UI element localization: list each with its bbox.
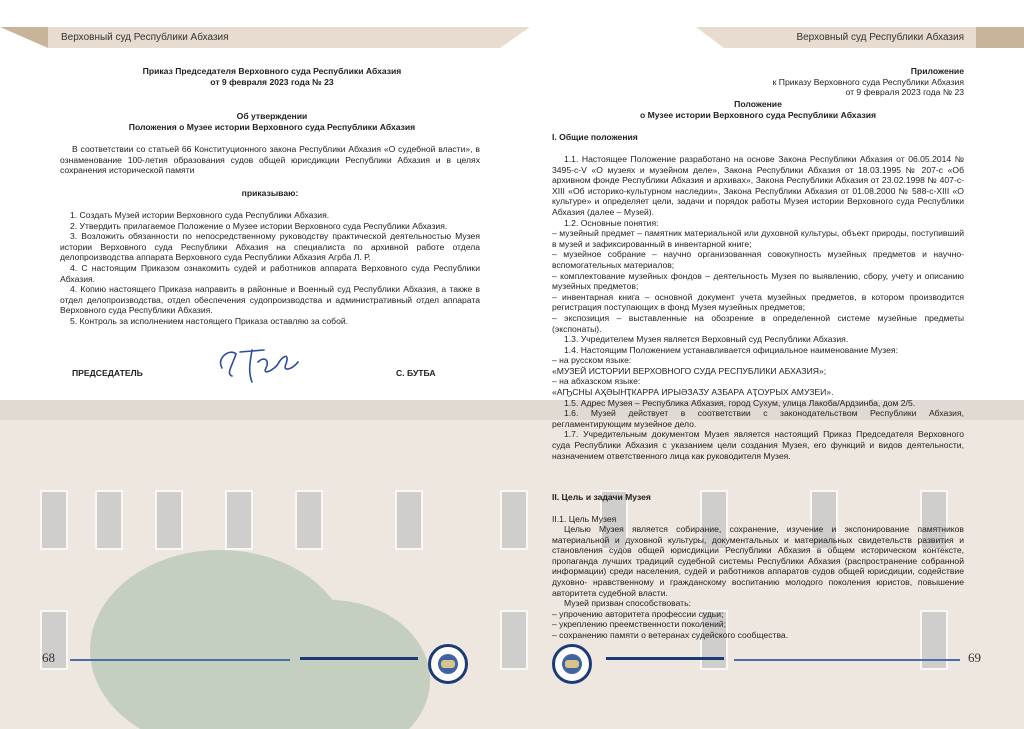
appendix-block [552, 66, 964, 98]
paragraph: 1.7. Учредительным документом Музея является настоящий Приказ Председателя Верховного суда Республики Абхазия с указанием цели создания Музея, его функций и видов деятельности, назначением ответственного лица как руководителя Музея. [552, 429, 964, 461]
header-ribbon: Верховный суд Республики Абхазия [48, 27, 500, 48]
order-item: 4. Копию настоящего Приказа направить в районные и Военный суд Республики Абхазия, а также в отдел делопроизводства, отдел обеспечения судопроизводства и административный отдел аппарата Верховного суда Республики Абхазия. [60, 284, 480, 316]
order-subject [60, 111, 484, 132]
order-item: 3. Возложить обязанности по непосредственному руководству практической деятельностью Музея истории Верховного суда Республики Абхазия на специалиста по архивной работе отдела делопроизводства аппарата Верховного суда Республики Абхазия Агрба Л. Р. [60, 231, 480, 263]
order-item: 4. С настоящим Приказом ознакомить судей и работников аппарата Верховного суда Республики Абхазия. [60, 262, 480, 284]
paragraph: 1.2. Основные понятия: [564, 217, 659, 228]
paragraph: – музейный предмет – памятник материальной или духовной культуры, объект природы, поступивший в музей и зафиксированный в инвентарной книге; [552, 228, 964, 249]
paragraph: – сохранению памяти о ветеранах судейского сообщества. [552, 629, 789, 640]
paragraph: – инвентарная книга – основной документ учета музейных предметов, в котором производится регистрация поступающих в фонд Музея музейных предметов; [552, 291, 964, 313]
paragraph: «МУЗЕЙ ИСТОРИИ ВЕРХОВНОГО СУДА РЕСПУБЛИКИ АБХАЗИЯ»; [552, 365, 827, 376]
section-heading: II. Цель и задачи Музея [552, 492, 651, 502]
paragraph: 1.5. Адрес Музея – Республика Абхазия, город Сухум, улица Лакоба/Ардзинба, дом 2/5. [564, 397, 916, 408]
footer-line [734, 659, 960, 661]
section-2-body [552, 524, 964, 641]
subsection-heading: II.1. Цель Музея [552, 514, 617, 524]
paragraph: Целью Музея является собирание, сохранение, изучение и экспонирование памятников материальной и духовной культуры, документальных и материальных свидетельств развития и становления судов общей юрисдикции Республики Абхазия в общем историческом контексте, пропаганда лучших традиций судебной системы Республики Абхазия (распространение собранной информации) среди населения, судей и работников аппаратов судов общей юрисдиции, содействие духовно- нравственному и гражданскому воспитанию молодого поколения юристов, повышение авторитета судебной власти. [552, 524, 964, 598]
document-title-line-2: о Музее истории Верховного суда Республики Абхазия [639, 109, 877, 120]
page-number: 68 [42, 650, 55, 665]
paragraph: 1.3. Учредителем Музея является Верховный суд Республики Абхазия. [564, 334, 849, 345]
paragraph: – на русском языке: [552, 355, 632, 366]
paragraph: 1.6. Музей действует в соответствии с законодательством Республики Абхазия, регламентирующим музейное дело. [552, 408, 964, 429]
order-items [60, 210, 480, 327]
paragraph: Музей призван способствовать: [564, 598, 691, 609]
preamble: В соответствии со статьей 66 Конституционного закона Республики Абхазия «О судебной власти», в ознаменование 100-летия образования судов общей юрисдикции Республики Абхазия и в целях сохранения исторической памяти [60, 144, 480, 176]
chairman-label: ПРЕДСЕДАТЕЛЬ [72, 368, 143, 378]
footer-line [70, 659, 290, 661]
paragraph: 1.1. Настоящее Положение разработано на основе Закона Республики Абхазия от 06.05.2014 № 3495-с-V «О музеях и музейном деле», Закона Республики Абхазия от 18.03.1995 № 207-с «Об архивном фонде Республики Абхазия и архивах», Закона Республики Абхазия от 23.02.1998 № 407-с-XIII «Об историко-культурном наследии», Закона Республики Абхазия от 01.08.2000 № 588-с-XIII «О культуре» и определяет цели, задачи и порядок работы Музея истории Верховного суда Республики Абхазия (далее – Музей). [552, 154, 964, 217]
chairman-name: С. БУТБА [396, 368, 436, 378]
signature-icon [212, 338, 302, 388]
section-1-body [552, 154, 964, 461]
appendix-line-2: к Приказу Верховного суда Республики Абхазия [772, 76, 964, 87]
document-title [552, 99, 964, 120]
order-title-line-1: Приказ Председателя Верховного суда Республики Абхазия [142, 66, 402, 76]
subject-line-1: Об утверждении [236, 111, 308, 121]
paragraph: – укреплению преемственности поколений; [552, 619, 727, 630]
footer-line-accent [300, 657, 418, 660]
paragraph: 1.4. Настоящим Положением устанавливается официальное наименование Музея: [564, 344, 898, 355]
order-item: 1. Создать Музей истории Верховного суда Республики Абхазия. [70, 210, 330, 220]
footer-line-accent [606, 657, 724, 660]
paragraph: – комплектование музейных фондов – деятельность Музея по выявлению, сбору, учету и описанию музейных предметов; [552, 270, 964, 292]
paragraph: «АҦСНЫ АҲӘЫНҬКАРРА ИРЫӘЗАӠУ АЗБАРА АҬОУРЫХ АМУЗЕИ». [552, 387, 834, 398]
section-heading: I. Общие положения [552, 132, 638, 142]
order-title [60, 66, 484, 87]
court-emblem-icon [552, 644, 592, 684]
document-title-line-1: Положение [734, 99, 782, 109]
court-emblem-icon [428, 644, 468, 684]
right-page [512, 0, 1024, 729]
page-number: 69 [968, 650, 981, 665]
paragraph: – на абхазском языке: [552, 376, 641, 387]
header-ribbon: Верховный суд Республики Абхазия [724, 27, 976, 48]
paragraph: – упрочению авторитета профессии судьи; [552, 608, 724, 619]
appendix-line-3: от 9 февраля 2023 года № 23 [845, 87, 964, 98]
order-word: приказываю: [241, 188, 299, 198]
subject-line-2: Положения о Музее истории Верховного суда Республики Абхазия [128, 121, 416, 132]
paragraph: – музейное собрание – научно организованная совокупность музейных предметов и научно-вспомогательных материалов; [552, 249, 964, 270]
paragraph: – экспозиция – выставленные на обозрение в определенной системе музейные предметы (экспонаты). [552, 312, 964, 334]
appendix-title: Приложение [910, 66, 964, 76]
order-title-line-2: от 9 февраля 2023 года № 23 [210, 76, 334, 87]
order-item: 2. Утвердить прилагаемое Положение о Музее истории Верховного суда Республики Абхазия. [70, 220, 448, 231]
order-item: 5. Контроль за исполнением настоящего Приказа оставляю за собой. [70, 315, 349, 326]
